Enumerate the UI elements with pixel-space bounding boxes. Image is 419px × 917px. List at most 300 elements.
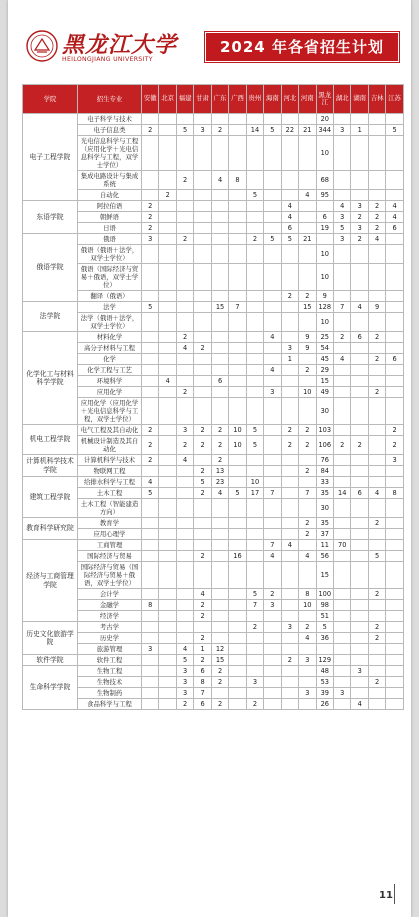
- major-cell: 机械设计制造及其自动化: [78, 436, 142, 455]
- quota-cell: 5: [246, 190, 263, 201]
- quota-cell: 9: [299, 332, 316, 343]
- quota-cell: 15: [299, 302, 316, 313]
- brochure-page: [8, 0, 411, 917]
- quota-cell: [142, 562, 159, 589]
- quota-cell: [176, 291, 193, 302]
- quota-cell: 10: [316, 245, 333, 264]
- quota-cell: 5: [281, 234, 298, 245]
- quota-cell: [264, 425, 281, 436]
- table-row: [23, 114, 404, 125]
- quota-cell: 106: [316, 436, 333, 455]
- quota-cell: [333, 551, 350, 562]
- quota-cell: 8: [194, 677, 211, 688]
- table-row: [23, 291, 404, 302]
- quota-cell: 2: [281, 291, 298, 302]
- school-cell: 建筑工程学院: [23, 477, 78, 518]
- university-name-en: HEILONGJIANG UNIVERSITY: [62, 56, 153, 63]
- quota-cell: 53: [316, 677, 333, 688]
- quota-cell: 2: [281, 655, 298, 666]
- quota-cell: [246, 264, 263, 291]
- school-cell: 俄语学院: [23, 234, 78, 302]
- quota-cell: [264, 201, 281, 212]
- quota-cell: [246, 302, 263, 313]
- quota-cell: [386, 655, 403, 666]
- quota-cell: [368, 477, 385, 488]
- quota-cell: [211, 600, 228, 611]
- quota-cell: [281, 600, 298, 611]
- quota-cell: [159, 644, 176, 655]
- quota-cell: 5: [176, 125, 193, 136]
- quota-cell: 7: [264, 540, 281, 551]
- quota-cell: [299, 201, 316, 212]
- quota-cell: 2: [299, 622, 316, 633]
- quota-cell: 2: [194, 343, 211, 354]
- quota-cell: [333, 699, 350, 710]
- quota-cell: [229, 387, 246, 398]
- quota-cell: [176, 223, 193, 234]
- quota-cell: [368, 398, 385, 425]
- quota-cell: [386, 376, 403, 387]
- quota-cell: 6: [194, 699, 211, 710]
- quota-cell: [351, 611, 368, 622]
- quota-cell: [246, 398, 263, 425]
- major-cell: 应用化学: [78, 387, 142, 398]
- quota-cell: [281, 589, 298, 600]
- quota-cell: 51: [316, 611, 333, 622]
- table-row: [23, 499, 404, 518]
- quota-cell: 3: [176, 677, 193, 688]
- quota-cell: [246, 688, 263, 699]
- quota-cell: [211, 611, 228, 622]
- major-cell: 给排水科学与工程: [78, 477, 142, 488]
- quota-cell: [142, 343, 159, 354]
- quota-cell: 4: [368, 234, 385, 245]
- table-row: [23, 190, 404, 201]
- quota-cell: 2: [176, 387, 193, 398]
- table-row: [23, 332, 404, 343]
- quota-cell: [368, 529, 385, 540]
- university-name-cn: 黑龙江大学: [62, 32, 178, 58]
- header-province: 贵州: [246, 85, 263, 114]
- quota-cell: 56: [316, 551, 333, 562]
- quota-cell: [176, 466, 193, 477]
- table-row: [23, 136, 404, 171]
- quota-cell: [229, 622, 246, 633]
- quota-cell: [246, 136, 263, 171]
- quota-cell: [386, 699, 403, 710]
- quota-cell: [246, 201, 263, 212]
- quota-cell: 70: [333, 540, 350, 551]
- header-province: 河南: [299, 85, 316, 114]
- quota-cell: [264, 477, 281, 488]
- quota-cell: 21: [299, 234, 316, 245]
- quota-cell: [299, 677, 316, 688]
- quota-cell: [159, 332, 176, 343]
- header-major: 招生专业: [78, 85, 142, 114]
- quota-cell: 6: [351, 332, 368, 343]
- quota-cell: [386, 136, 403, 171]
- school-cell: 机电工程学院: [23, 425, 78, 455]
- quota-cell: [368, 171, 385, 190]
- quota-cell: 15: [316, 562, 333, 589]
- quota-cell: [142, 589, 159, 600]
- quota-cell: [299, 455, 316, 466]
- quota-cell: [194, 387, 211, 398]
- quota-cell: [159, 343, 176, 354]
- table-row: [23, 529, 404, 540]
- quota-cell: [386, 611, 403, 622]
- quota-cell: [333, 477, 350, 488]
- quota-cell: [351, 600, 368, 611]
- quota-cell: 3: [333, 688, 350, 699]
- major-cell: 国际经济与贸易（国际经济与贸易＋俄语，双学士学位）: [78, 562, 142, 589]
- quota-cell: [229, 518, 246, 529]
- quota-cell: 2: [333, 436, 350, 455]
- major-cell: 电气工程及其自动化: [78, 425, 142, 436]
- quota-cell: 30: [316, 398, 333, 425]
- major-cell: 物联网工程: [78, 466, 142, 477]
- quota-cell: [351, 376, 368, 387]
- quota-cell: [229, 477, 246, 488]
- quota-cell: [159, 688, 176, 699]
- quota-cell: 2: [299, 291, 316, 302]
- quota-cell: [281, 114, 298, 125]
- quota-cell: [386, 171, 403, 190]
- quota-cell: [333, 365, 350, 376]
- page-title: 2024 年各省招生计划: [205, 32, 399, 62]
- quota-cell: [386, 499, 403, 518]
- quota-cell: 2: [176, 234, 193, 245]
- quota-cell: [211, 291, 228, 302]
- quota-cell: 2: [211, 455, 228, 466]
- quota-cell: [386, 387, 403, 398]
- quota-cell: [351, 551, 368, 562]
- quota-cell: [316, 234, 333, 245]
- quota-cell: 30: [316, 499, 333, 518]
- quota-cell: 13: [211, 466, 228, 477]
- quota-cell: [246, 518, 263, 529]
- table-row: [23, 644, 404, 655]
- quota-cell: [299, 477, 316, 488]
- quota-cell: [264, 518, 281, 529]
- quota-cell: 2: [194, 436, 211, 455]
- quota-cell: [194, 562, 211, 589]
- quota-cell: 21: [299, 125, 316, 136]
- quota-cell: [211, 223, 228, 234]
- major-cell: 软件工程: [78, 655, 142, 666]
- quota-cell: [264, 466, 281, 477]
- quota-cell: [229, 466, 246, 477]
- quota-cell: [229, 688, 246, 699]
- quota-cell: 2: [176, 699, 193, 710]
- quota-cell: 4: [176, 644, 193, 655]
- major-cell: 高分子材料与工程: [78, 343, 142, 354]
- quota-cell: 25: [316, 332, 333, 343]
- quota-cell: [281, 245, 298, 264]
- quota-cell: [159, 622, 176, 633]
- quota-cell: [246, 376, 263, 387]
- quota-cell: 2: [194, 466, 211, 477]
- table-row: [23, 589, 404, 600]
- quota-cell: [299, 264, 316, 291]
- quota-cell: [211, 688, 228, 699]
- quota-cell: [229, 234, 246, 245]
- quota-cell: 39: [316, 688, 333, 699]
- quota-cell: 100: [316, 589, 333, 600]
- quota-cell: [142, 688, 159, 699]
- major-cell: 阿拉伯语: [78, 201, 142, 212]
- quota-cell: [264, 398, 281, 425]
- quota-cell: [386, 398, 403, 425]
- quota-cell: 2: [351, 436, 368, 455]
- major-cell: 历史学: [78, 633, 142, 644]
- quota-cell: [299, 611, 316, 622]
- quota-cell: 3: [333, 125, 350, 136]
- quota-cell: 4: [211, 171, 228, 190]
- quota-cell: [194, 540, 211, 551]
- quota-cell: 23: [211, 477, 228, 488]
- page-number: 11: [379, 890, 393, 901]
- quota-cell: [351, 529, 368, 540]
- quota-cell: 2: [194, 488, 211, 499]
- quota-cell: [246, 466, 263, 477]
- quota-cell: 15: [316, 376, 333, 387]
- quota-cell: [211, 234, 228, 245]
- quota-cell: [229, 644, 246, 655]
- quota-cell: 11: [316, 540, 333, 551]
- quota-cell: [229, 677, 246, 688]
- quota-cell: [299, 644, 316, 655]
- major-cell: 电子科学与技术: [78, 114, 142, 125]
- quota-cell: 10: [229, 425, 246, 436]
- header-province: 福建: [176, 85, 193, 114]
- quota-cell: [299, 245, 316, 264]
- quota-cell: [264, 455, 281, 466]
- quota-cell: 3: [176, 425, 193, 436]
- quota-cell: 5: [264, 125, 281, 136]
- school-cell: 电子工程学院: [23, 114, 78, 201]
- quota-cell: [229, 398, 246, 425]
- quota-cell: [159, 677, 176, 688]
- quota-cell: [229, 540, 246, 551]
- quota-cell: [246, 655, 263, 666]
- quota-cell: [229, 343, 246, 354]
- quota-cell: [159, 398, 176, 425]
- quota-cell: [368, 655, 385, 666]
- major-cell: 材料化学: [78, 332, 142, 343]
- quota-cell: 6: [351, 488, 368, 499]
- table-row: [23, 655, 404, 666]
- quota-cell: 36: [316, 633, 333, 644]
- quota-cell: [194, 201, 211, 212]
- quota-cell: [281, 688, 298, 699]
- quota-cell: [386, 264, 403, 291]
- major-cell: 工商管理: [78, 540, 142, 551]
- table-row: [23, 212, 404, 223]
- quota-cell: [142, 518, 159, 529]
- quota-cell: [159, 600, 176, 611]
- quota-cell: [142, 699, 159, 710]
- quota-cell: [299, 666, 316, 677]
- quota-cell: [211, 343, 228, 354]
- table-row: [23, 264, 404, 291]
- quota-cell: [159, 488, 176, 499]
- quota-cell: 4: [351, 699, 368, 710]
- table-row: [23, 376, 404, 387]
- quota-cell: [211, 589, 228, 600]
- header-province: 广东: [211, 85, 228, 114]
- quota-cell: [299, 223, 316, 234]
- quota-cell: 7: [264, 488, 281, 499]
- quota-cell: 344: [316, 125, 333, 136]
- major-cell: 生物工程: [78, 666, 142, 677]
- quota-cell: [386, 291, 403, 302]
- major-cell: 教育学: [78, 518, 142, 529]
- quota-cell: [368, 425, 385, 436]
- quota-cell: [176, 201, 193, 212]
- quota-cell: [176, 136, 193, 171]
- quota-cell: 5: [368, 551, 385, 562]
- quota-cell: [194, 518, 211, 529]
- quota-cell: [351, 677, 368, 688]
- quota-cell: 4: [299, 633, 316, 644]
- quota-cell: 8: [229, 171, 246, 190]
- quota-cell: [159, 699, 176, 710]
- quota-cell: 2: [159, 190, 176, 201]
- quota-cell: [368, 291, 385, 302]
- quota-cell: [159, 302, 176, 313]
- quota-cell: [194, 313, 211, 332]
- quota-cell: [368, 313, 385, 332]
- quota-cell: [368, 125, 385, 136]
- quota-cell: [142, 499, 159, 518]
- quota-cell: [386, 190, 403, 201]
- quota-cell: [246, 666, 263, 677]
- quota-cell: [386, 245, 403, 264]
- quota-cell: [246, 633, 263, 644]
- quota-cell: 3: [176, 666, 193, 677]
- quota-cell: [142, 313, 159, 332]
- quota-cell: [264, 302, 281, 313]
- quota-cell: [159, 264, 176, 291]
- quota-cell: 7: [229, 302, 246, 313]
- quota-cell: 12: [211, 644, 228, 655]
- quota-cell: 2: [351, 234, 368, 245]
- quota-cell: [246, 611, 263, 622]
- school-cell: 化学化工与材料科学学院: [23, 332, 78, 425]
- quota-cell: [386, 234, 403, 245]
- table-row: [23, 622, 404, 633]
- table-row: [23, 600, 404, 611]
- quota-cell: [368, 114, 385, 125]
- header-province: 湖北: [333, 85, 350, 114]
- quota-cell: [333, 518, 350, 529]
- quota-cell: [229, 499, 246, 518]
- quota-cell: [194, 332, 211, 343]
- quota-cell: [142, 666, 159, 677]
- header-province: 河北: [281, 85, 298, 114]
- quota-cell: 5: [142, 302, 159, 313]
- quota-cell: [333, 387, 350, 398]
- quota-cell: [159, 387, 176, 398]
- quota-cell: [229, 633, 246, 644]
- quota-cell: [386, 518, 403, 529]
- quota-cell: [229, 655, 246, 666]
- quota-cell: [246, 455, 263, 466]
- quota-cell: 3: [351, 223, 368, 234]
- quota-cell: [211, 201, 228, 212]
- major-cell: 法学: [78, 302, 142, 313]
- quota-cell: [386, 633, 403, 644]
- quota-cell: [211, 529, 228, 540]
- major-cell: 化学工程与工艺: [78, 365, 142, 376]
- quota-cell: [386, 688, 403, 699]
- quota-cell: [246, 223, 263, 234]
- quota-cell: [211, 499, 228, 518]
- quota-cell: [176, 245, 193, 264]
- quota-cell: [159, 223, 176, 234]
- quota-cell: [264, 677, 281, 688]
- quota-cell: [386, 666, 403, 677]
- quota-cell: 3: [176, 688, 193, 699]
- quota-cell: [333, 633, 350, 644]
- quota-cell: 2: [142, 436, 159, 455]
- quota-cell: [281, 666, 298, 677]
- quota-cell: [333, 589, 350, 600]
- quota-cell: [211, 518, 228, 529]
- quota-cell: [351, 540, 368, 551]
- quota-cell: 10: [299, 600, 316, 611]
- quota-cell: [176, 354, 193, 365]
- major-cell: 经济学: [78, 611, 142, 622]
- quota-cell: 4: [194, 589, 211, 600]
- quota-cell: [176, 264, 193, 291]
- quota-cell: [159, 529, 176, 540]
- quota-cell: 2: [368, 223, 385, 234]
- quota-cell: [281, 477, 298, 488]
- quota-cell: 54: [316, 343, 333, 354]
- quota-cell: [246, 245, 263, 264]
- quota-cell: [194, 212, 211, 223]
- table-row: [23, 365, 404, 376]
- quota-cell: [351, 455, 368, 466]
- quota-cell: [194, 398, 211, 425]
- quota-cell: [159, 291, 176, 302]
- quota-cell: [159, 201, 176, 212]
- quota-cell: 2: [368, 201, 385, 212]
- quota-cell: [229, 589, 246, 600]
- quota-cell: [159, 540, 176, 551]
- quota-cell: [211, 387, 228, 398]
- quota-cell: [194, 455, 211, 466]
- table-row: [23, 425, 404, 436]
- quota-cell: 3: [194, 125, 211, 136]
- quota-cell: 2: [246, 234, 263, 245]
- quota-cell: 2: [142, 223, 159, 234]
- quota-cell: [264, 436, 281, 455]
- quota-cell: [368, 611, 385, 622]
- quota-cell: [351, 264, 368, 291]
- enrollment-plan-table-wrap: [22, 84, 403, 710]
- table-row: [23, 677, 404, 688]
- table-row: [23, 518, 404, 529]
- quota-cell: [176, 114, 193, 125]
- quota-cell: [264, 644, 281, 655]
- quota-cell: 2: [142, 201, 159, 212]
- quota-cell: 9: [299, 343, 316, 354]
- quota-cell: 49: [316, 387, 333, 398]
- quota-cell: [211, 622, 228, 633]
